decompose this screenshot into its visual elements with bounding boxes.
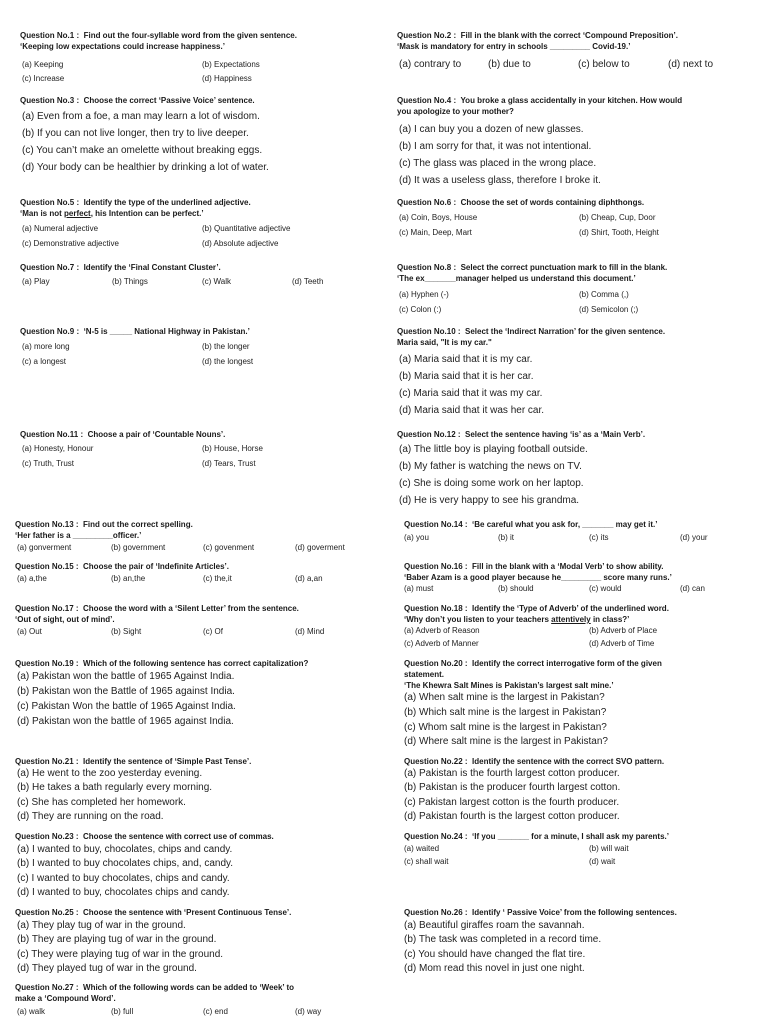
question-context: ‘Keeping low expectations could increase happiness.’ [20, 42, 225, 51]
option-d[interactable]: (d) can [680, 584, 705, 593]
option-b[interactable]: (b) Expectations [202, 60, 260, 69]
question-prompt: Question No.13 : Find out the correct spelling. [15, 520, 193, 529]
option-c[interactable]: (c) They were playing tug of war in the ground. [17, 949, 224, 960]
option-a[interactable]: (a) I can buy you a dozen of new glasses. [399, 124, 584, 135]
option-d[interactable]: (d) next to [668, 59, 714, 70]
option-a[interactable]: (a) walk [17, 1007, 46, 1016]
option-c[interactable]: (c) the,it [203, 574, 232, 583]
question-prompt: Question No.3 : Choose the correct ‘Passive Voice’ sentence. [20, 96, 255, 105]
option-d[interactable]: (d) Mind [295, 627, 325, 636]
option-d[interactable]: (d) Teeth [292, 277, 324, 286]
option-a[interactable]: (a) He went to the zoo yesterday evening. [17, 768, 203, 779]
option-d[interactable]: (d) Tears, Trust [202, 459, 256, 468]
question-19 [15, 658, 390, 738]
question-20 [404, 658, 759, 750]
option-c[interactable]: (c) Colon (:) [399, 305, 442, 314]
option-c[interactable]: (c) its [589, 533, 609, 542]
option-d[interactable]: (d) Absolute adjective [202, 239, 279, 248]
question-13 [15, 519, 380, 557]
option-a[interactable]: (a) Even from a foe, a man may learn a lot of wisdom. [22, 111, 260, 122]
option-b[interactable]: (b) due to [488, 59, 531, 70]
option-b[interactable]: (b) the longer [202, 342, 250, 351]
question-3 [20, 95, 380, 180]
question-7 [20, 262, 380, 292]
question-prompt: Question No.19 : Which of the following sentence has correct capitalization? [15, 659, 309, 668]
question-prompt: Question No.2 : Fill in the blank with the correct ‘Compound Preposition’. [397, 31, 678, 40]
option-c[interactable]: (c) She is doing some work on her laptop. [399, 478, 584, 489]
option-a[interactable]: (a) a,the [17, 574, 47, 583]
question-context: ‘Why don’t you listen to your teachers attentively in class?’ [404, 615, 630, 624]
option-a[interactable]: (a) When salt mine is the largest in Pakistan? [404, 692, 605, 703]
option-d[interactable]: (d) a,an [295, 574, 323, 583]
question-prompt: Question No.25 : Choose the sentence with ‘Present Continuous Tense’. [15, 908, 292, 917]
option-a[interactable]: (a) The little boy is playing football outside. [399, 444, 588, 455]
question-context: ‘The ex_______manager helped us understand this document.’ [397, 274, 636, 283]
option-c[interactable]: (c) Walk [202, 277, 232, 286]
question-prompt: Question No.7 : Identify the ‘Final Constant Cluster’. [20, 263, 221, 272]
option-b[interactable]: (b) I wanted to buy chocolates chips, and, candy. [17, 858, 234, 869]
question-21 [15, 756, 390, 828]
option-d[interactable]: (d) wait [589, 857, 616, 866]
option-d[interactable]: (d) Mom read this novel in just one night. [404, 963, 585, 974]
option-c[interactable]: (c) Adverb of Manner [404, 639, 479, 648]
option-b[interactable]: (b) He takes a bath regularly every morning. [17, 782, 213, 793]
option-a[interactable]: (a) Pakistan is the fourth largest cotton producer. [404, 768, 620, 779]
option-d[interactable]: (d) Shirt, Tooth, Height [579, 228, 659, 237]
option-c[interactable]: (c) You can’t make an omelette without breaking eggs. [22, 145, 263, 156]
option-b[interactable]: (b) They are playing tug of war in the ground. [17, 934, 217, 945]
question-16 [404, 561, 759, 597]
option-a[interactable]: (a) Pakistan won the battle of 1965 Against India. [17, 671, 235, 682]
question-22 [404, 756, 759, 828]
option-c[interactable]: (c) shall wait [404, 857, 449, 866]
question-8 [397, 262, 757, 320]
question-10 [397, 326, 757, 421]
question-prompt: Question No.4 : You broke a glass accidentally in your kitchen. How would [397, 96, 683, 105]
question-prompt: Question No.5 : Identify the type of the underlined adjective. [20, 198, 251, 207]
option-a[interactable]: (a) waited [404, 844, 440, 853]
question-prompt: Question No.12 : Select the sentence having ‘is’ as a ‘Main Verb’. [397, 430, 646, 439]
question-prompt: Question No.14 : ‘Be careful what you ask for, _______ may get it.’ [404, 520, 658, 529]
option-c[interactable]: (c) Whom salt mine is the largest in Pakistan? [404, 722, 607, 733]
option-a[interactable]: (a) Hyphen (-) [399, 290, 449, 299]
option-c[interactable]: (c) Increase [22, 74, 65, 83]
option-a[interactable]: (a) Adverb of Reason [404, 626, 480, 635]
question-prompt: Question No.1 : Find out the four-syllable word from the given sentence. [20, 31, 297, 40]
question-prompt: Question No.23 : Choose the sentence with correct use of commas. [15, 832, 274, 841]
option-a[interactable]: (a) Out [17, 627, 42, 636]
question-prompt: Question No.11 : Choose a pair of ‘Countable Nouns’. [20, 430, 226, 439]
option-c[interactable]: (c) Main, Deep, Mart [399, 228, 472, 237]
option-d[interactable]: (d) your [680, 533, 708, 542]
question-prompt: Question No.17 : Choose the word with a ‘Silent Letter’ from the sentence. [15, 604, 299, 613]
question-18 [404, 603, 759, 651]
question-context: ‘Mask is mandatory for entry in schools _________ Covid-19.’ [397, 42, 631, 51]
question-15 [15, 561, 380, 589]
option-c[interactable]: (c) below to [578, 59, 630, 70]
option-c[interactable]: (c) a longest [22, 357, 67, 366]
option-a[interactable]: (a) must [404, 584, 434, 593]
question-14 [404, 519, 759, 549]
option-c[interactable]: (c) She has completed her homework. [17, 797, 186, 808]
option-b[interactable]: (b) Comma (,) [579, 290, 629, 299]
question-prompt: Question No.9 : ‘N-5 is _____ National Highway in Pakistan.’ [20, 327, 250, 336]
option-d[interactable]: (d) Pakistan won the battle of 1965 against India. [17, 716, 234, 727]
option-c[interactable]: (c) The glass was placed in the wrong place. [399, 158, 597, 169]
option-b[interactable]: (b) If you can not live longer, then try to live deeper. [22, 128, 249, 139]
question-9 [20, 326, 380, 371]
question-12 [397, 429, 757, 511]
option-d[interactable]: (d) goverment [295, 543, 345, 552]
option-b[interactable]: (b) The task was completed in a record time. [404, 934, 602, 945]
option-b[interactable]: (b) I am sorry for that, it was not intentional. [399, 141, 592, 152]
option-d[interactable]: (d) way [295, 1007, 322, 1016]
option-d[interactable]: (d) Semicolon (;) [579, 305, 639, 314]
option-c[interactable]: (c) Of [203, 627, 223, 636]
question-prompt: Question No.10 : Select the ‘Indirect Narration’ for the given sentence. [397, 327, 666, 336]
option-d[interactable]: (d) He is very happy to see his grandma. [399, 495, 580, 506]
question-26 [404, 907, 759, 979]
option-b[interactable]: (b) Adverb of Place [589, 626, 658, 635]
question-24 [404, 831, 759, 871]
question-23 [15, 831, 390, 903]
question-prompt: Question No.27 : Which of the following words can be added to ‘Week’ to [15, 983, 294, 992]
question-17 [15, 603, 380, 641]
option-b[interactable]: (b) will wait [589, 844, 629, 853]
option-b[interactable]: (b) Sight [111, 627, 142, 636]
question-context: Maria said, "It is my car." [397, 338, 492, 347]
option-b[interactable]: (b) it [498, 533, 514, 542]
option-c[interactable]: (c) Demonstrative adjective [22, 239, 119, 248]
option-c[interactable]: (c) Pakistan largest cotton is the fourth producer. [404, 797, 620, 808]
option-b[interactable]: (b) Things [112, 277, 148, 286]
question-6 [397, 197, 757, 242]
option-a[interactable]: (a) Play [22, 277, 50, 286]
option-b[interactable]: (b) My father is watching the news on TV. [399, 461, 582, 472]
question-context: ‘Baber Azam is a good player because he_________ score many runs.’ [404, 573, 672, 582]
option-a[interactable]: (a) Numeral adjective [22, 224, 99, 233]
question-27 [15, 982, 390, 1022]
option-b[interactable]: (b) House, Horse [202, 444, 263, 453]
option-a[interactable]: (a) I wanted to buy, chocolates, chips and candy. [17, 844, 233, 855]
option-d[interactable]: (d) Adverb of Time [589, 639, 655, 648]
option-b[interactable]: (b) Pakistan won the Battle of 1965 against India. [17, 686, 235, 697]
option-b[interactable]: (b) Cheap, Cup, Door [579, 213, 656, 222]
question-4 [397, 95, 757, 190]
question-prompt: Question No.21 : Identify the sentence of ‘Simple Past Tense’. [15, 757, 252, 766]
option-a[interactable]: (a) Beautiful giraffes roam the savannah. [404, 920, 585, 931]
question-11 [20, 429, 380, 474]
question-prompt: Question No.18 : Identify the ‘Type of Adverb’ of the underlined word. [404, 604, 669, 613]
option-a[interactable]: (a) Maria said that it is my car. [399, 354, 533, 365]
option-a[interactable]: (a) Keeping [22, 60, 64, 69]
question-prompt: Question No.6 : Choose the set of words containing diphthongs. [397, 198, 645, 207]
question-context: you apologize to your mother? [397, 107, 514, 116]
question-context: ‘Her father is a _________officer.’ [15, 531, 142, 540]
question-prompt: Question No.15 : Choose the pair of ‘Indefinite Articles’. [15, 562, 229, 571]
option-a[interactable]: (a) you [404, 533, 429, 542]
question-5 [20, 197, 380, 252]
question-prompt: Question No.20 : Identify the correct interrogative form of the given [404, 659, 662, 668]
option-d[interactable]: (d) It was a useless glass, therefore I broke it. [399, 175, 601, 186]
option-b[interactable]: (b) should [498, 584, 534, 593]
option-c[interactable]: (c) You should have changed the flat tire. [404, 949, 586, 960]
option-a[interactable]: (a) Coin, Boys, House [399, 213, 478, 222]
option-a[interactable]: (a) contrary to [399, 59, 462, 70]
question-context: ‘Man is not perfect, his Intention can be perfect.’ [20, 209, 204, 218]
option-c[interactable]: (c) would [589, 584, 622, 593]
question-statement: ‘The Khewra Salt Mines is Pakistan’s largest salt mine.’ [404, 681, 614, 690]
option-c[interactable]: (c) end [203, 1007, 228, 1016]
question-1 [20, 30, 380, 90]
question-25 [15, 907, 390, 979]
option-c[interactable]: (c) govenment [203, 543, 255, 552]
option-b[interactable]: (b) full [111, 1007, 134, 1016]
option-d[interactable]: (d) I wanted to buy, chocolates chips and candy. [17, 887, 230, 898]
option-c[interactable]: (c) Truth, Trust [22, 459, 75, 468]
option-d[interactable]: (d) the longest [202, 357, 254, 366]
option-b[interactable]: (b) Pakistan is the producer fourth largest cotton. [404, 782, 621, 793]
question-prompt: Question No.24 : ‘If you _______ for a minute, I shall ask my parents.’ [404, 832, 669, 841]
option-d[interactable]: (d) Maria said that it was her car. [399, 405, 545, 416]
underlined-word: perfect [64, 209, 91, 218]
option-d[interactable]: (d) They are running on the road. [17, 811, 164, 822]
option-d[interactable]: (d) Your body can be healthier by drinking a lot of water. [22, 162, 269, 173]
question-prompt: Question No.22 : Identify the sentence with the correct SVO pattern. [404, 757, 665, 766]
underlined-word: attentively [551, 615, 591, 624]
question-prompt: Question No.8 : Select the correct punctuation mark to fill in the blank. [397, 263, 668, 272]
question-context: statement. [404, 670, 445, 679]
option-d[interactable]: (d) Happiness [202, 74, 252, 83]
question-context: ‘Out of sight, out of mind’. [15, 615, 115, 624]
option-c[interactable]: (c) Pakistan Won the battle of 1965 Against India. [17, 701, 236, 712]
option-a[interactable]: (a) gonverment [17, 543, 72, 552]
option-b[interactable]: (b) Which salt mine is the largest in Pakistan? [404, 707, 607, 718]
question-2 [397, 30, 757, 80]
option-a[interactable]: (a) Honesty, Honour [22, 444, 94, 453]
option-d[interactable]: (d) They played tug of war in the ground. [17, 963, 197, 974]
question-context: make a ‘Compound Word’. [15, 994, 116, 1003]
option-a[interactable]: (a) more long [22, 342, 70, 351]
option-c[interactable]: (c) I wanted to buy chocolates, chips and candy. [17, 873, 230, 884]
question-prompt: Question No.16 : Fill in the blank with a ‘Modal Verb’ to show ability. [404, 562, 664, 571]
option-d[interactable]: (d) Pakistan fourth is the largest cotton producer. [404, 811, 620, 822]
question-prompt: Question No.26 : Identify ‘ Passive Voice’ from the following sentences. [404, 908, 677, 917]
option-a[interactable]: (a) They play tug of war in the ground. [17, 920, 186, 931]
option-b[interactable]: (b) an,the [111, 574, 146, 583]
option-c[interactable]: (c) Maria said that it was my car. [399, 388, 543, 399]
option-d[interactable]: (d) Where salt mine is the largest in Pakistan? [404, 736, 608, 747]
option-b[interactable]: (b) Maria said that it is her car. [399, 371, 534, 382]
option-b[interactable]: (b) Quantitative adjective [202, 224, 291, 233]
option-b[interactable]: (b) government [111, 543, 166, 552]
